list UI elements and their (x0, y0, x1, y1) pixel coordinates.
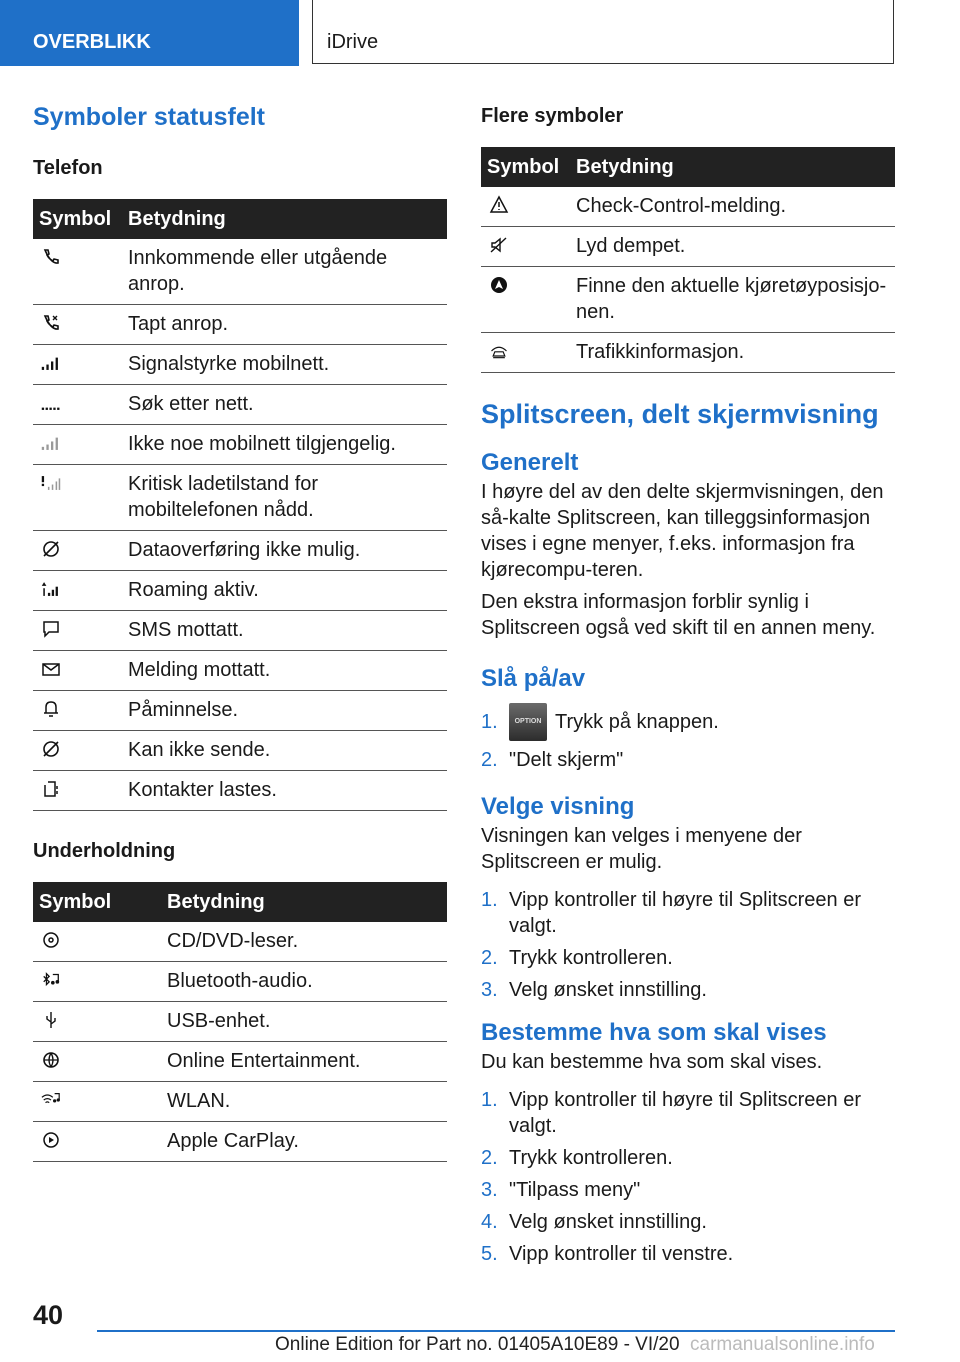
step-text: Trykk på knappen. (555, 711, 719, 733)
table-row (33, 1122, 447, 1162)
meaning-text: WLAN. (161, 1082, 447, 1122)
contacts-loading-icon (41, 779, 61, 799)
table-row (33, 531, 447, 571)
left-column (33, 100, 447, 1162)
table-row (481, 267, 895, 333)
col-symbol: Symbol (33, 882, 161, 922)
warning-triangle-icon (489, 195, 509, 215)
step-number: 1. (481, 889, 498, 911)
table-row (33, 465, 447, 531)
mail-icon (41, 659, 61, 679)
meaning-text: Søk etter nett. (122, 385, 447, 425)
chapter-header: iDrive (312, 0, 894, 64)
table-row (481, 333, 895, 373)
list-item (481, 747, 895, 773)
list-item (481, 977, 895, 1003)
table-row (33, 651, 447, 691)
carplay-icon (41, 1130, 61, 1150)
what-shown-steps (481, 1087, 895, 1267)
list-item (481, 1145, 895, 1171)
splitscreen-title: Splitscreen, delt skjermvisning (481, 399, 879, 429)
select-view-intro: Visningen kan velges i menyene der Splitscreen er mulig. (481, 825, 802, 873)
no-network-icon (41, 433, 61, 453)
more-symbols-subtitle: Flere symboler (481, 105, 624, 127)
onoff-steps (481, 703, 895, 773)
general-paragraph-2: Den ekstra informasjon forblir synlig i Splitscreen også ved skift til en annen meny. (481, 591, 876, 639)
table-row (33, 239, 447, 305)
online-entertainment-icon (41, 1050, 61, 1070)
phone-subtitle: Telefon (33, 157, 103, 179)
meaning-text: SMS mottatt. (122, 611, 447, 651)
list-item (481, 1087, 895, 1139)
meaning-text: Innkommende eller utgående anrop. (122, 239, 447, 305)
step-text: Trykk kontrolleren. (509, 947, 673, 969)
table-row (33, 571, 447, 611)
select-view-title: Velge visning (481, 793, 635, 820)
meaning-text: Kontakter lastes. (122, 771, 447, 811)
what-shown-intro: Du kan bestemme hva som skal vises. (481, 1051, 823, 1073)
table-row (33, 1042, 447, 1082)
meaning-text: Melding mottatt. (122, 651, 447, 691)
more-symbol-table (481, 147, 895, 373)
no-data-icon (41, 539, 61, 559)
col-meaning: Betydning (161, 882, 447, 922)
footer-divider (97, 1330, 895, 1332)
traffic-info-icon (489, 341, 509, 361)
step-number: 1. (481, 711, 498, 733)
cd-dvd-icon (41, 930, 61, 950)
select-view-steps (481, 887, 895, 1003)
meaning-text: Signalstyrke mobilnett. (122, 345, 447, 385)
option-button-icon[interactable]: OPTION (509, 703, 547, 741)
table-row (33, 425, 447, 465)
signal-strength-icon (41, 353, 61, 373)
section-tab[interactable]: OVERBLIKK (0, 0, 299, 66)
missed-call-icon (41, 313, 61, 333)
table-row (33, 771, 447, 811)
meaning-text: Lyd dempet. (570, 227, 895, 267)
usb-icon (41, 1010, 61, 1030)
wlan-icon (41, 1090, 61, 1110)
meaning-text: USB-enhet. (161, 1002, 447, 1042)
col-meaning: Betydning (122, 199, 447, 239)
sound-muted-icon (489, 235, 509, 255)
list-item (481, 1209, 895, 1235)
bluetooth-audio-icon (41, 970, 61, 990)
col-symbol: Symbol (33, 199, 122, 239)
step-text: Velg ønsket innstilling. (509, 1211, 707, 1233)
table-row (33, 611, 447, 651)
list-item (481, 945, 895, 971)
step-text: "Tilpass meny" (509, 1179, 641, 1201)
meaning-text: Finne den aktuelle kjøretøyposisjo-nen. (570, 267, 895, 333)
vehicle-position-icon (489, 275, 509, 295)
list-item (481, 703, 895, 741)
step-number: 3. (481, 1179, 498, 1201)
step-text: Trykk kontrolleren. (509, 1147, 673, 1169)
table-row (481, 187, 895, 227)
list-item (481, 1241, 895, 1267)
step-number: 2. (481, 749, 498, 771)
low-battery-icon (41, 473, 61, 493)
edition-footer: Online Edition for Part no. 01405A10E89 - VI/20 (275, 1334, 680, 1355)
right-column (481, 100, 895, 1273)
meaning-text: CD/DVD-leser. (161, 922, 447, 962)
sms-icon (41, 619, 61, 639)
table-row (33, 1082, 447, 1122)
entertainment-subtitle: Underholdning (33, 840, 176, 862)
meaning-text: Bluetooth-audio. (161, 962, 447, 1002)
meaning-text: Tapt anrop. (122, 305, 447, 345)
table-row (33, 691, 447, 731)
phone-symbol-table (33, 199, 447, 811)
table-row (33, 1002, 447, 1042)
general-paragraph-1: I høyre del av den delte skjermvisningen, den så-kalte Splitscreen, kan tilleggsinformasjon vises i egne menyer, f.eks. informasjon fra kjørecompu-teren. (481, 481, 884, 581)
meaning-text: Ikke noe mobilnett tilgjengelig. (122, 425, 447, 465)
table-row (33, 345, 447, 385)
table-row (33, 385, 447, 425)
meaning-text: Kritisk ladetilstand for mobiltelefonen nådd. (122, 465, 447, 531)
list-item (481, 887, 895, 939)
meaning-text: Roaming aktiv. (122, 571, 447, 611)
page-number: 40 (33, 1300, 64, 1330)
step-number: 2. (481, 1147, 498, 1169)
step-text: Velg ønsket innstilling. (509, 979, 707, 1001)
meaning-text: Check-Control-melding. (570, 187, 895, 227)
roaming-icon (41, 579, 61, 599)
incoming-call-icon (41, 247, 61, 267)
page-title: Symboler statusfelt (33, 103, 266, 131)
what-shown-title: Bestemme hva som skal vises (481, 1019, 827, 1046)
onoff-title: Slå på/av (481, 665, 586, 692)
col-meaning: Betydning (570, 147, 895, 187)
cannot-send-icon (41, 739, 61, 759)
meaning-text: Trafikkinformasjon. (570, 333, 895, 373)
step-text: Vipp kontroller til høyre til Splitscreen er valgt. (509, 1089, 861, 1137)
network-search-icon (41, 393, 61, 413)
table-row (33, 731, 447, 771)
meaning-text: Påminnelse. (122, 691, 447, 731)
table-row (481, 227, 895, 267)
list-item (481, 1177, 895, 1203)
meaning-text: Kan ikke sende. (122, 731, 447, 771)
step-text: "Delt skjerm" (509, 749, 624, 771)
meaning-text: Dataoverføring ikke mulig. (122, 531, 447, 571)
table-row (33, 922, 447, 962)
general-title: Generelt (481, 449, 579, 476)
meaning-text: Apple CarPlay. (161, 1122, 447, 1162)
step-number: 3. (481, 979, 498, 1001)
col-symbol: Symbol (481, 147, 570, 187)
step-number: 1. (481, 1089, 498, 1111)
entertainment-symbol-table (33, 882, 447, 1162)
table-row (33, 962, 447, 1002)
step-number: 4. (481, 1211, 498, 1233)
step-text: Vipp kontroller til høyre til Splitscreen er valgt. (509, 889, 861, 937)
reminder-bell-icon (41, 699, 61, 719)
step-number: 2. (481, 947, 498, 969)
step-text: Vipp kontroller til venstre. (509, 1243, 734, 1265)
table-row (33, 305, 447, 345)
meaning-text: Online Entertainment. (161, 1042, 447, 1082)
watermark: carmanualsonline.info (690, 1334, 875, 1355)
step-number: 5. (481, 1243, 498, 1265)
